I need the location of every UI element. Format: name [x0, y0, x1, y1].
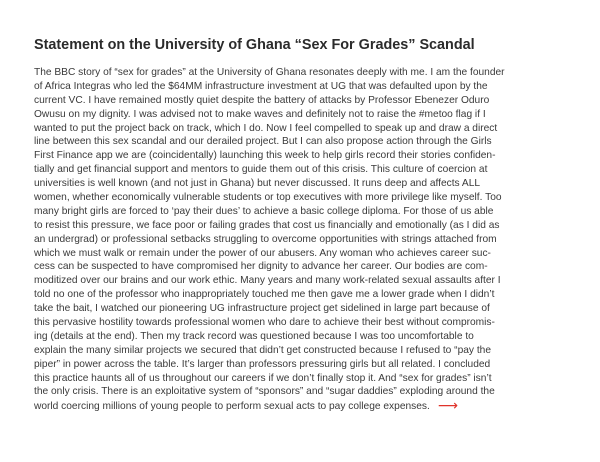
- body-line: [34, 94, 574, 108]
- body-line-text: ing (details at the end). Then my track record was questioned because I was too uncomfortable to: [34, 330, 474, 342]
- body-line: [34, 80, 574, 94]
- body-line: [34, 219, 574, 233]
- body-line-text: world coercing millions of young people to perform sexual acts to pay college expenses.: [34, 401, 430, 413]
- body-line: [34, 302, 574, 316]
- body-line-text: to resist this pressure, we face poor or failing grades that cost us financially and emotionally (as I did as: [34, 219, 500, 231]
- body-line-text: wanted to put the project back on track, which I do. Now I feel compelled to speak up and draw a direct: [34, 122, 498, 134]
- body-line-text: tially and get financial support and mentors to guide them out of this crisis. This culture of coercion at: [34, 164, 488, 176]
- body-line: [34, 66, 574, 80]
- body-line-text: moditized over our brains and our work ethic. Many years and many work-related sexual assaults after I: [34, 275, 501, 287]
- body-line: [34, 316, 574, 330]
- body-line-text: cess can be suspected to have compromised her dignity to advance her career. Our bodies are com-: [34, 261, 488, 273]
- body-line-text: the only crisis. There is an exploitative system of “sponsors” and “sugar daddies” exploding around the: [34, 386, 495, 398]
- continue-arrow-icon[interactable]: ⟶: [437, 398, 458, 415]
- body-line-text: many bright girls are forced to ‘pay their dues’ to achieve a basic college diploma. For those of us able: [34, 205, 494, 217]
- body-line: [34, 191, 574, 205]
- body-line-text: The BBC story of “sex for grades” at the University of Ghana resonates deeply with me. I am the founder: [34, 67, 505, 78]
- body-line-text: Owusu on my dignity. I was advised not to make waves and definitely not to raise the #metoo flag if I: [34, 108, 486, 120]
- body-line-text: women, whether economically vulnerable students or top executives with more privilege like myself. Too: [34, 192, 502, 204]
- body-line-text: told no one of the professor who inappropriately touched me then gave me a lower grade when I didn’t: [34, 289, 495, 301]
- body-line: [34, 122, 574, 136]
- body-line-text: current VC. I have remained mostly quiet despite the battery of attacks by Professor Ebenezer Oduro: [34, 94, 490, 106]
- body-line-text: universities is well known (and not just in Ghana) but never discussed. It runs deep and affects ALL: [34, 178, 481, 190]
- body-line: [34, 344, 574, 358]
- body-line-text: this practice haunts all of us throughout our careers if we don’t finally stop it. And “sex for grades” isn’t: [34, 372, 492, 384]
- body-line-text: piper” in power across the table. It’s larger than professors pressuring girls but all related. I concluded: [34, 358, 491, 370]
- body-line: [34, 177, 574, 191]
- body-line-text: an undergrad) or professional setbacks struggling to overcome opportunities with strings attached from: [34, 233, 497, 245]
- body-line: [34, 163, 574, 177]
- body-line: [34, 149, 574, 163]
- body-line: [34, 330, 574, 344]
- body-line: [34, 288, 574, 302]
- body-line-text: of Africa Integras who led the $64MM infrastructure investment at UG that was defaulted upon by the: [34, 80, 488, 92]
- statement-body: [34, 66, 574, 413]
- body-line: [34, 247, 574, 261]
- body-line-text: which we must walk or remain under the power of our abusers. Any woman who achieves career suc-: [34, 247, 491, 259]
- body-line: [34, 274, 574, 288]
- body-line: [34, 233, 574, 247]
- body-line: [34, 108, 574, 122]
- body-line-text: this pervasive hostility towards professional women who dare to achieve their best without compromis-: [34, 317, 495, 329]
- body-line: [34, 135, 574, 149]
- body-line: [34, 372, 574, 386]
- body-line: [34, 399, 574, 413]
- body-line-text: First Finance app we are (coincidentally) launching this week to help girls record their stories confiden-: [34, 150, 496, 162]
- statement-title: Statement on the University of Ghana “Sex For Grades” Scandal: [34, 37, 475, 53]
- body-line: [34, 205, 574, 219]
- body-line: [34, 385, 574, 399]
- body-line-text: explain the many similar projects we secured that didn’t get constructed because I refused to “pay the: [34, 344, 491, 356]
- body-line-text: take the bait, I watched our pioneering UG infrastructure project get sidelined in large part because of: [34, 303, 490, 315]
- body-line: [34, 358, 574, 372]
- body-line: [34, 260, 574, 274]
- body-line-text: line between this sex scandal and our derailed project. But I can also propose action through the Girls: [34, 136, 492, 148]
